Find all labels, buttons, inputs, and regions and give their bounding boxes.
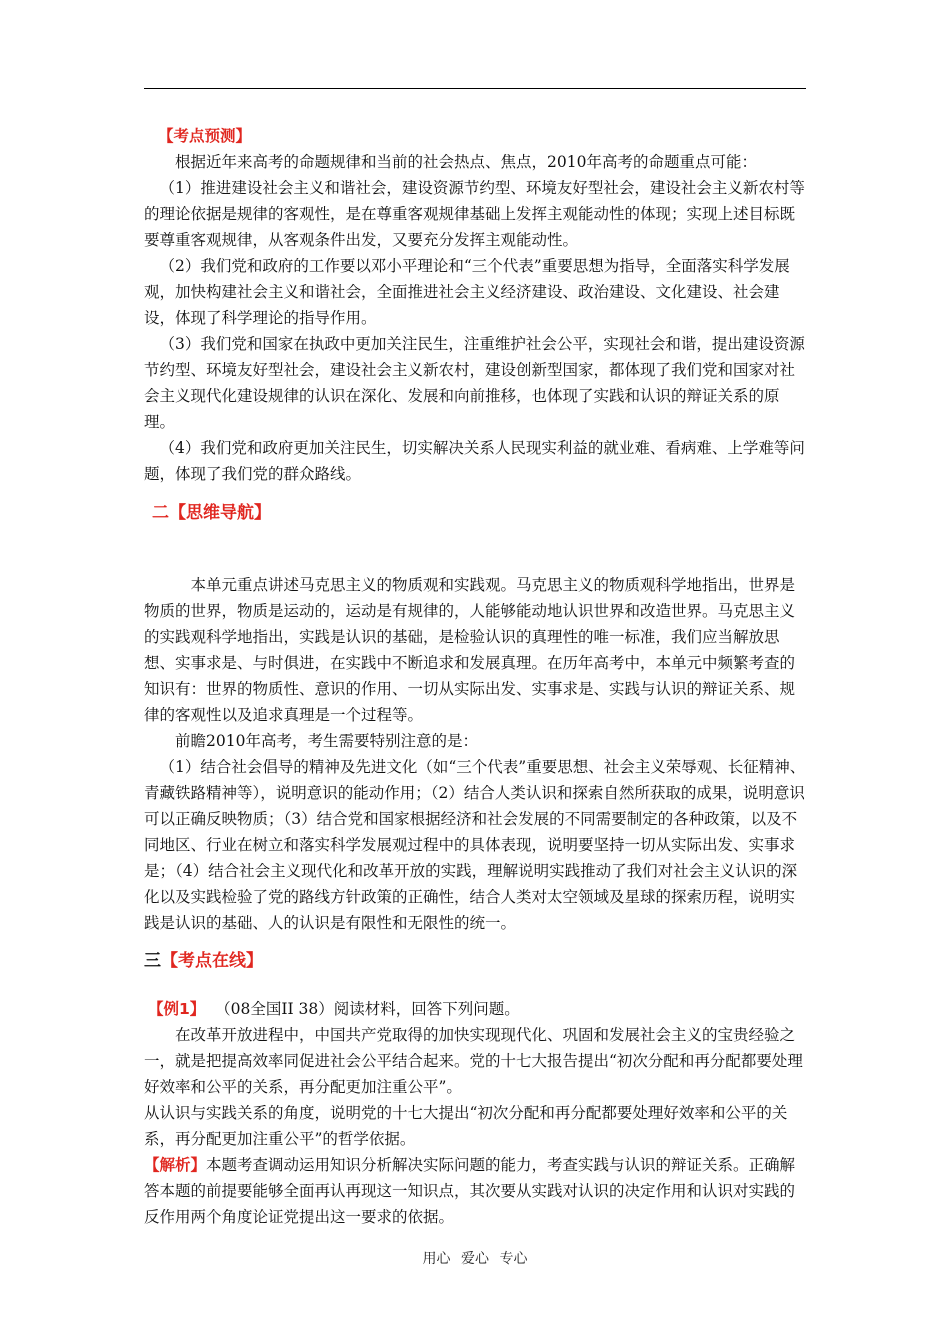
example-label: 【例1】 [148, 1000, 206, 1018]
example-question: 从认识与实践关系的角度，说明党的十七大提出“初次分配和再分配都要处理好效率和公平的关系，再分配更加注重公平”的哲学依据。 [144, 1104, 788, 1148]
section-navigation [144, 572, 808, 936]
section-heading-online [144, 946, 263, 971]
page-footer: 用心 爱心 专心 [422, 1251, 528, 1267]
forecast-point-4: （4）我们党和政府更加关注民生，切实解决关系人民现实利益的就业难、看病难、上学难等问题，体现了我们党的群众路线。 [144, 439, 805, 483]
analysis-label: 【解析】 [144, 1156, 207, 1174]
section-example [144, 996, 808, 1230]
forecast-point-3: （3）我们党和国家在执政中更加关注民生，注重维护社会公平，实现社会和谐，提出建设资源节约型、环境友好型社会，建设社会主义新农村，建设创新型国家，都体现了我们党和国家对社会主义现代化建设规律的认识在深化、发展和向前推移，也体现了实践和认识的辩证关系的原理。 [144, 335, 805, 431]
navigation-summary: 本单元重点讲述马克思主义的物质观和实践观。马克思主义的物质观科学地指出，世界是物质的世界，物质是运动的，运动是有规律的，人能够能动地认识世界和改造世界。马克思主义的实践观科学地指出，实践是认识的基础，是检验认识的真理性的唯一标准，我们应当解放思想、实事求是、与时俱进，在实践中不断追求和发展真理。在历年高考中，本单元中频繁考查的知识有：世界的物质性、意识的作用、一切从实际出发、实事求是、实践与认识的辩证关系、规律的客观性以及追求真理是一个过程等。 [144, 576, 796, 724]
section-label: 【考点在线】 [161, 951, 263, 971]
forecast-label: 【考点预测】 [158, 127, 252, 145]
navigation-points: （1）结合社会倡导的精神及先进文化（如“三个代表”重要思想、社会主义荣辱观、长征精神、青藏铁路精神等），说明意识的能动作用；（2）结合人类认识和探索自然所获取的成果，说明意识可以正确反映物质；（3）结合党和国家根据经济和社会发展的不同需要制定的各种政策，以及不同地区、行业在树立和落实科学发展观过程中的具体表现，说明要坚持一切从实际出发、实事求是；（4）结合社会主义现代化和改革开放的实践，理解说明实践推动了我们对社会主义认识的深化以及实践检验了党的路线方针政策的正确性，结合人类对太空领域及星球的探索历程，说明实践是认识的基础、人的认识是有限性和无限性的统一。 [144, 758, 806, 932]
example-source: （08全国II 38）阅读材料，回答下列问题。 [215, 1000, 520, 1018]
section-forecast [144, 123, 808, 487]
forecast-intro: 根据近年来高考的命题规律和当前的社会热点、焦点，2010年高考的命题重点可能： [175, 153, 757, 171]
header-rule [144, 88, 806, 89]
example-material: 在改革开放进程中，中国共产党取得的加快实现现代化、巩固和发展社会主义的宝贵经验之一，就是把提高效率同促进社会公平结合起来。党的十七大报告提出“初次分配和再分配都要处理好效率和公平的关系，再分配更加注重公平”。 [144, 1026, 803, 1096]
section-heading-navigation: 二【思维导航】 [152, 503, 271, 523]
section-number: 三 [144, 951, 161, 971]
navigation-outlook: 前瞻2010年高考，考生需要特别注意的是： [175, 732, 478, 750]
analysis-text: 本题考查调动运用知识分析解决实际问题的能力，考查实践与认识的辩证关系。正确解答本题的前提要能够全面再认再现这一知识点，其次要从实践对认识的决定作用和认识对实践的反作用两个角度论证党提出这一要求的依据。 [144, 1156, 796, 1226]
forecast-point-1: （1）推进建设社会主义和谐社会，建设资源节约型、环境友好型社会，建设社会主义新农村等的理论依据是规律的客观性，是在尊重客观规律基础上发挥主观能动性的体现；实现上述目标既要尊重客观规律，从客观条件出发，又要充分发挥主观能动性。 [144, 179, 805, 249]
forecast-point-2: （2）我们党和政府的工作要以邓小平理论和“三个代表”重要思想为指导，全面落实科学发展观，加快构建社会主义和谐社会，全面推进社会主义经济建设、政治建设、文化建设、社会建设，体现了科学理论的指导作用。 [144, 257, 790, 327]
